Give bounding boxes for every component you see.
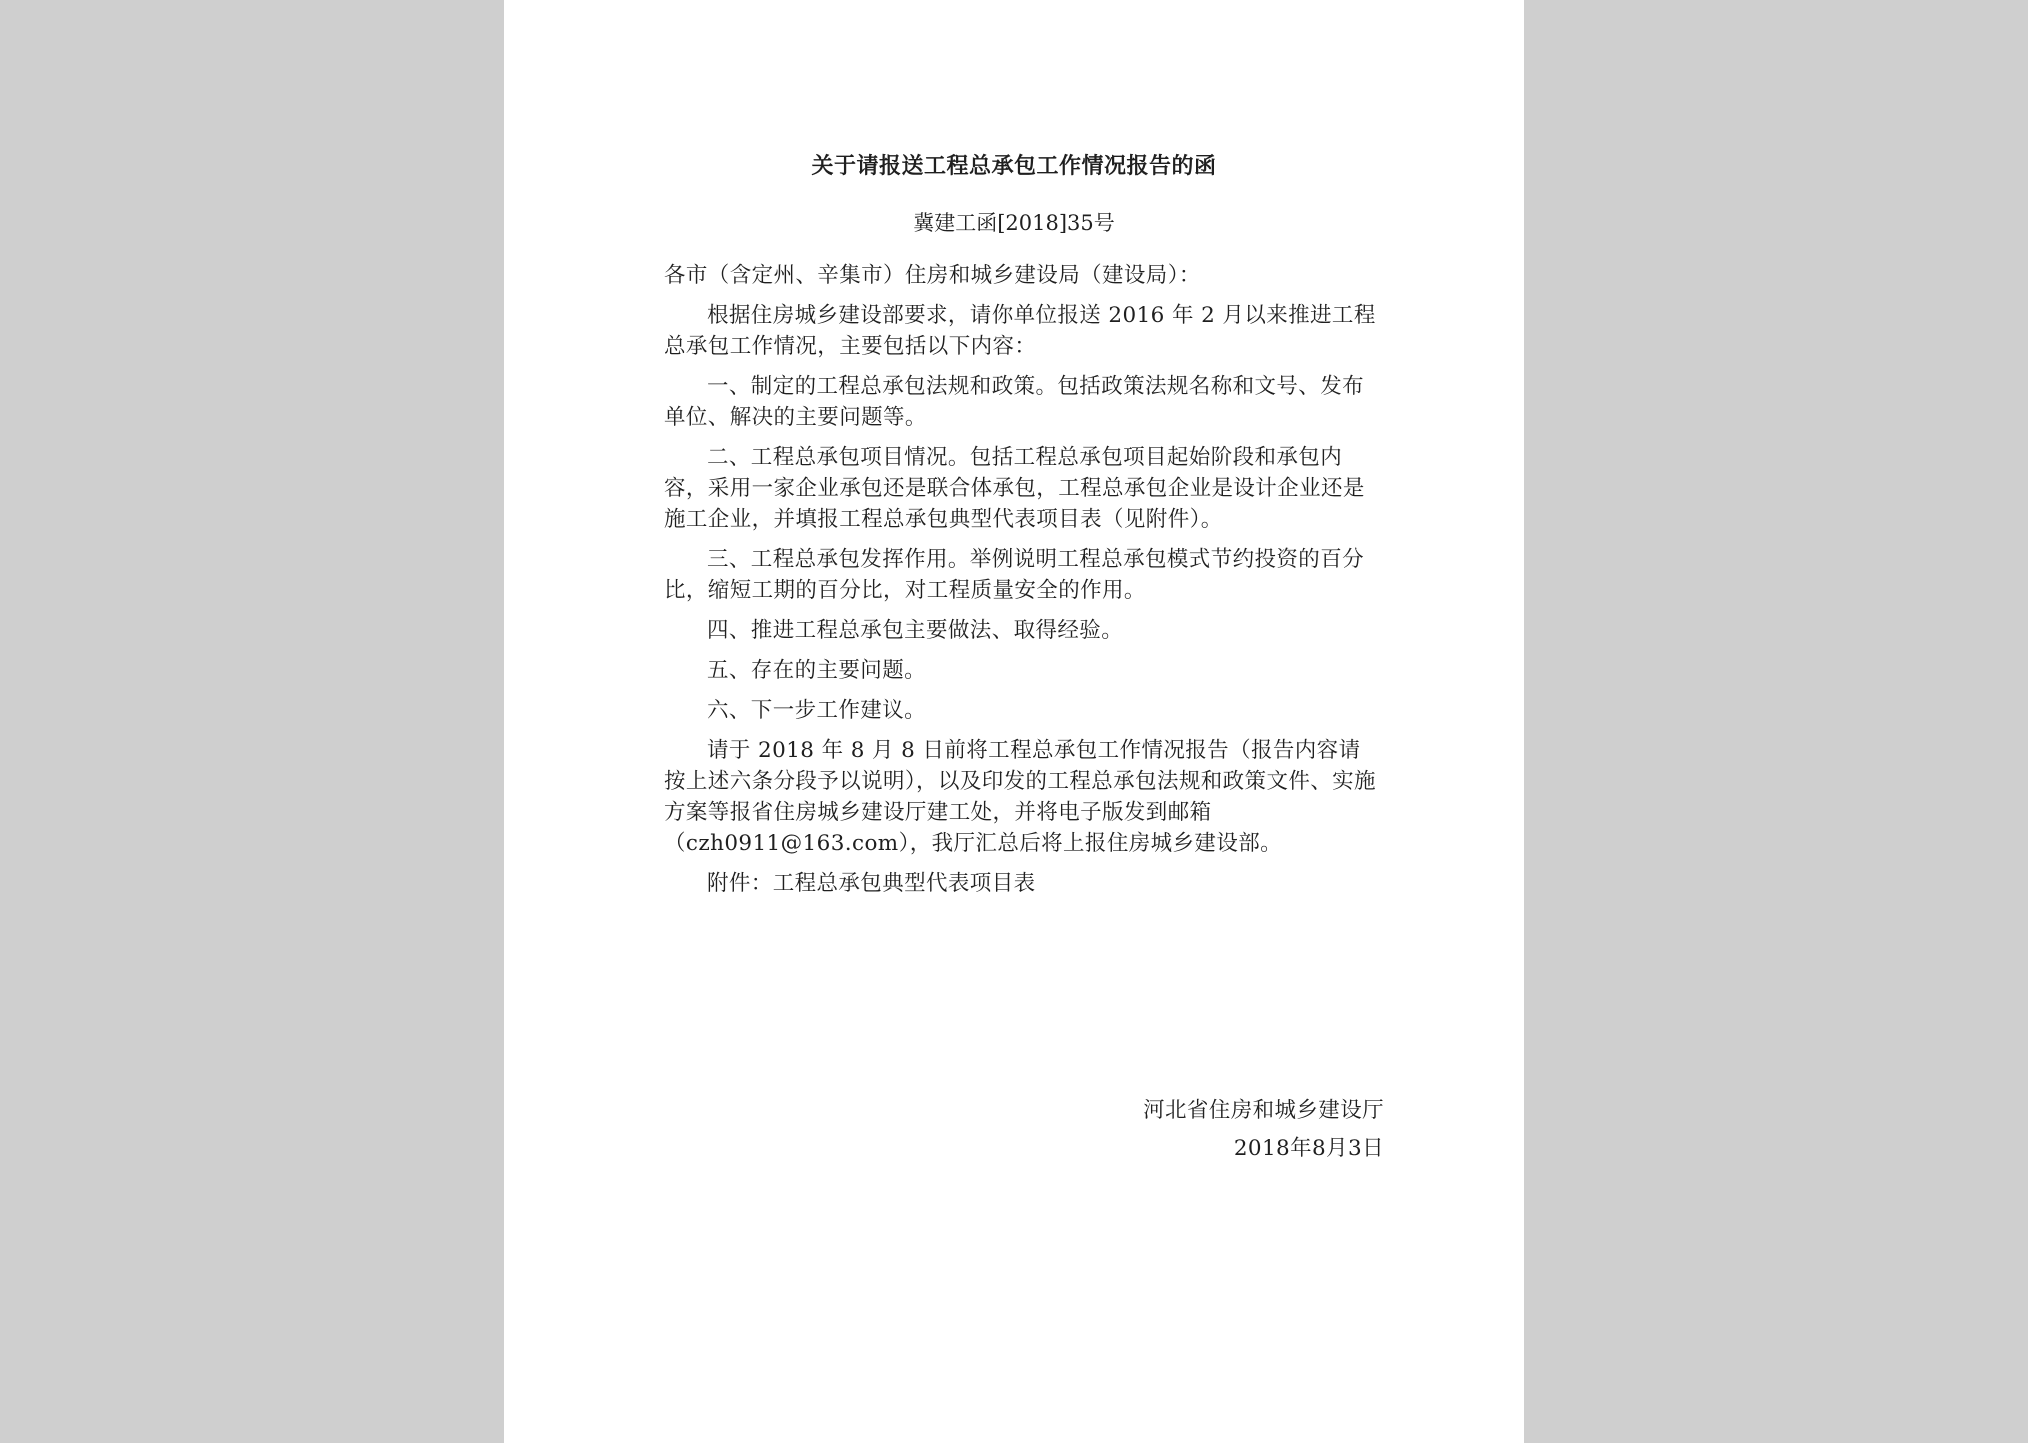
paragraph-item-4: 四、推进工程总承包主要做法、取得经验。 xyxy=(707,618,1124,643)
paragraph-intro: 根据住房城乡建设部要求，请你单位报送 2016 年 2 月以来推进工程总承包工作情况，主要包括以下内容： xyxy=(664,303,1376,359)
paragraph-attachment: 附件：工程总承包典型代表项目表 xyxy=(707,871,1036,896)
document-body xyxy=(664,260,1379,908)
signature-date: 2018年8月3日 xyxy=(1233,1136,1384,1161)
paragraph-item-1: 一、制定的工程总承包法规和政策。包括政策法规名称和文号、发布单位、解决的主要问题等。 xyxy=(664,374,1365,430)
paragraph-item-2: 二、工程总承包项目情况。包括工程总承包项目起始阶段和承包内容，采用一家企业承包还是联合体承包，工程总承包企业是设计企业还是施工企业，并填报工程总承包典型代表项目表（见附件）。 xyxy=(664,445,1365,532)
paragraph-request: 请于 2018 年 8 月 8 日前将工程总承包工作情况报告（报告内容请按上述六条分段予以说明），以及印发的工程总承包法规和政策文件、实施方案等报省住房城乡建设厅建工处，并将电子版发到邮箱（czh0911@163.com），我厅汇总后将上报住房城乡建设部。 xyxy=(664,738,1376,856)
paragraph-item-6: 六、下一步工作建议。 xyxy=(707,698,927,723)
document-page xyxy=(504,0,1524,1443)
paragraph-item-5: 五、存在的主要问题。 xyxy=(707,658,927,683)
paragraph-item-3: 三、工程总承包发挥作用。举例说明工程总承包模式节约投资的百分比，缩短工期的百分比，对工程质量安全的作用。 xyxy=(664,547,1365,603)
document-title: 关于请报送工程总承包工作情况报告的函 xyxy=(811,153,1217,179)
document-number: 冀建工函[2018]35号 xyxy=(913,211,1115,235)
signature-organization: 河北省住房和城乡建设厅 xyxy=(1143,1098,1384,1123)
salutation: 各市（含定州、辛集市）住房和城乡建设局（建设局）： xyxy=(664,263,1201,288)
